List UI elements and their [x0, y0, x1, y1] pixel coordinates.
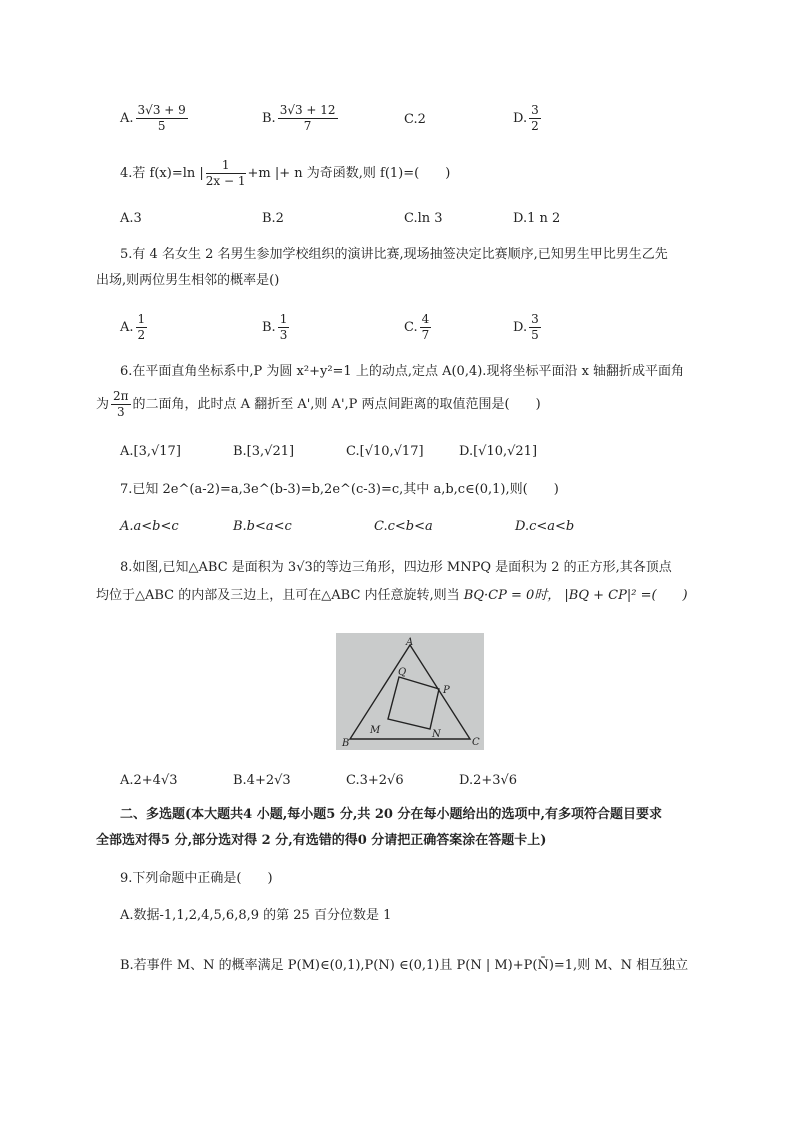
q6-option-c: C.[√10,√17]	[346, 444, 424, 459]
denominator: 5	[531, 328, 539, 342]
q9-stem: 9.下列命题中正确是( )	[120, 871, 273, 886]
fraction	[529, 103, 541, 134]
q9-option-a: A.数据-1,1,2,4,5,6,8,9 的第 25 百分位数是 1	[120, 908, 392, 923]
q8-line2-pre: 均位于△ABC 的内部及三边上，且可在△ABC 内任意旋转,则当	[96, 588, 460, 603]
q5-option-b	[262, 312, 291, 343]
option-label: B.	[262, 111, 276, 126]
section2-line2: 全部选对得5 分,部分选对得 2 分,有选错的得0 分请把正确答案涂在答题卡上)	[96, 833, 547, 848]
option-label: A.	[120, 320, 134, 335]
q4-stem-start: 4.若 f(x)=ln |	[120, 166, 204, 181]
q8-line2	[96, 587, 688, 605]
section2-line1: 二、多选题(本大题共4 小题,每小题5 分,共 20 分在每小题给出的选项中,有多项符合题目要求	[120, 807, 663, 822]
q5-line2: 出场,则两位男生相邻的概率是()	[96, 273, 280, 288]
q7-option-d: D.c<a<b	[515, 519, 575, 534]
option-label: D.	[513, 320, 528, 335]
numerator: 3√3 + 9	[137, 103, 186, 117]
q4-stem-end: +m |+ n 为奇函数,则 f(1)=( )	[247, 166, 451, 181]
denominator: 5	[157, 119, 166, 133]
q7-stem: 7.已知 2e^(a-2)=a,3e^(b-3)=b,2e^(c-3)=c,其中 a,b,c∈(0,1),则( )	[120, 482, 559, 497]
q9-option-b: B.若事件 M、N 的概率满足 P(M)∈(0,1),P(N) ∈(0,1)且 P(N | M)+P(N̄)=1,则 M、N 相互独立	[120, 958, 689, 973]
figure-background	[336, 633, 484, 750]
label-q: Q	[398, 667, 407, 678]
q5-option-c	[404, 312, 433, 343]
q8-option-b: B.4+2√3	[233, 773, 291, 788]
q6-option-a: A.[3,√17]	[120, 444, 181, 459]
q4-option-a: A.3	[120, 211, 142, 226]
fraction	[136, 312, 148, 343]
q7-option-a: A.a<b<c	[120, 519, 179, 534]
q8-line1: 8.如图,已知△ABC 是面积为 3√3的等边三角形，四边形 MNPQ 是面积为 2 的正方形,其各顶点	[120, 560, 672, 575]
q8-expression: |BQ + CP|² =( )	[564, 588, 688, 603]
numerator: 3	[531, 312, 539, 326]
q5-line1: 5.有 4 名女生 2 名男生参加学校组织的演讲比赛,现场抽签决定比赛顺序,已知男生甲比男生乙先	[120, 247, 668, 262]
q3-option-d	[513, 103, 543, 134]
q6-line2-pre: 为	[96, 397, 110, 412]
fraction	[136, 103, 188, 134]
label-p: P	[443, 685, 450, 696]
q8-option-d: D.2+3√6	[459, 773, 518, 788]
fraction	[206, 158, 246, 189]
option-label: D.	[513, 111, 528, 126]
denominator: 2	[531, 119, 539, 133]
fraction	[278, 103, 338, 134]
q8-option-a: A.2+4√3	[120, 773, 178, 788]
fraction	[278, 312, 290, 343]
q3-option-c: C.2	[404, 112, 426, 127]
denominator: 3	[116, 405, 125, 419]
q8-option-c: C.3+2√6	[346, 773, 404, 788]
option-label: B.	[262, 320, 276, 335]
fraction	[420, 312, 432, 343]
q5-option-a	[120, 312, 149, 343]
denominator: 2x − 1	[205, 174, 246, 188]
label-m: M	[370, 725, 381, 736]
label-b: B	[342, 738, 350, 749]
q7-option-b: B.b<a<c	[233, 519, 292, 534]
label-n: N	[432, 729, 441, 740]
q6-option-d: D.[√10,√21]	[459, 444, 538, 459]
label-c: C	[472, 737, 480, 748]
denominator: 2	[137, 328, 146, 342]
numerator: 1	[206, 158, 246, 174]
denominator: 7	[303, 119, 312, 133]
numerator: 1	[137, 312, 146, 326]
q6-option-b: B.[3,√21]	[233, 444, 295, 459]
q4-option-c: C.ln 3	[404, 211, 443, 226]
numerator: 4	[421, 312, 430, 326]
triangle-diagram	[336, 633, 484, 750]
fraction	[529, 312, 541, 343]
denominator: 3	[279, 328, 288, 342]
q4-stem	[120, 158, 450, 189]
denominator: 7	[421, 328, 430, 342]
q6-line2-post: 的二面角，此时点 A 翻折至 A',则 A',P 两点间距离的取值范围是( )	[132, 397, 541, 412]
fraction	[111, 389, 131, 420]
label-a: A	[406, 637, 414, 648]
option-label: A.	[120, 111, 134, 126]
numerator: 2π	[113, 389, 129, 403]
q7-option-c: C.c<b<a	[374, 519, 433, 534]
q3-option-a	[120, 103, 190, 134]
q4-option-d: D.1 n 2	[513, 211, 561, 226]
triangle-figure	[336, 633, 484, 750]
q3-option-b	[262, 103, 340, 134]
numerator: 1	[279, 312, 288, 326]
option-label: C.	[404, 320, 418, 335]
q4-option-b: B.2	[262, 211, 284, 226]
q8-condition: BQ·CP = 0时，	[463, 588, 561, 603]
q6-line1: 6.在平面直角坐标系中,P 为圆 x²+y²=1 上的动点,定点 A(0,4).现将坐标平面沿 x 轴翻折成平面角	[120, 364, 685, 379]
numerator: 3	[531, 103, 539, 117]
numerator: 3√3 + 12	[279, 103, 336, 117]
q5-option-d	[513, 312, 543, 343]
q6-line2	[96, 389, 541, 420]
